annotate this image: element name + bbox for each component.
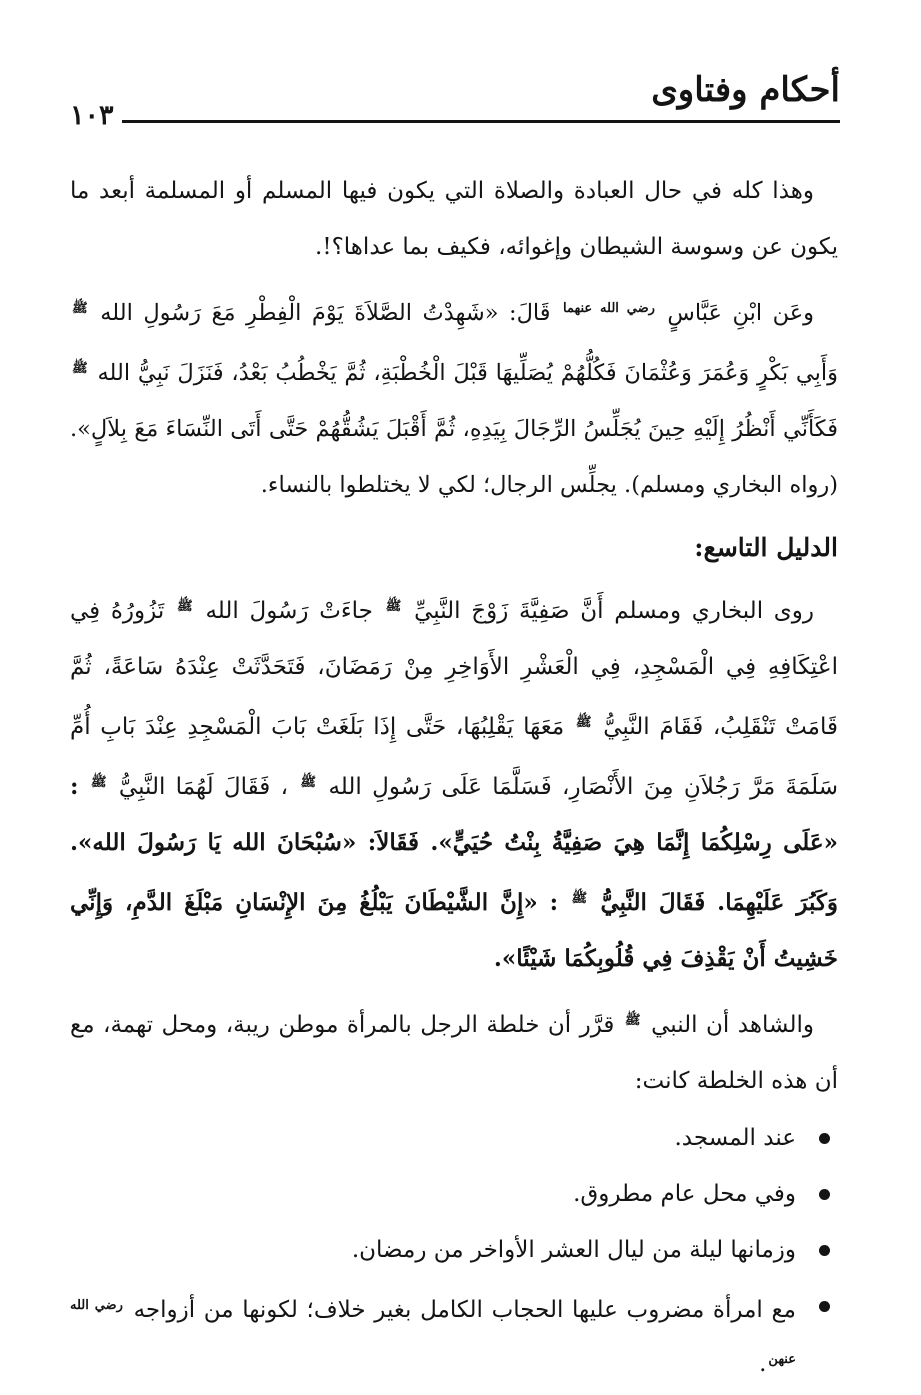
page-body (70, 163, 838, 1395)
honorific-saw-mark: ﷺ (300, 775, 317, 790)
hadith-text-part: : «عَلَى رِسْلِكُمَا إِنَّمَا هِيَ صَفِيَّةُ بِنْتُ حُيَيٍّ». فَقَالاَ: «سُبْحَانَ الله يَا رَسُولَ الله». وَكَبُرَ عَلَيْهِمَا. فَقَالَ النَّبِيُّ (70, 773, 839, 916)
honorific-saw-mark: ﷺ (575, 715, 592, 730)
bullet-icon (819, 1189, 830, 1200)
paragraph-conclusion (70, 993, 838, 1109)
conclusion-text-part: والشاهد أن النبي (651, 1012, 815, 1038)
hadith-text-part: وَأَبِي بَكْرٍ وَعُمَرَ وَعُثْمَانَ فَكُلُّهُمْ يُصَلِّيهَا قَبْلَ الْخُطْبَةِ، ثُمَّ يَخْطُبُ بَعْدُ، فَنَزَلَ نَبِيُّ الله (97, 360, 839, 386)
honorific-saw-mark: ﷺ (385, 599, 402, 614)
hadith-text-part: ، فَقَالَ لَهُمَا النَّبِيُّ (118, 774, 289, 800)
hadith-text-part: روى البخاري ومسلم أَنَّ صَفِيَّةَ زَوْجَ النَّبِيِّ (414, 598, 815, 624)
hadith-text-part: فَكَأَنِّي أَنْظُرُ إِلَيْهِ حِينَ يُجَلِّسُ الرِّجَالَ بِيَدِهِ، ثُمَّ أَقْبَلَ يَشُقُّهُمْ حَتَّى أَتَى النِّسَاءَ مَعَ بِلاَلٍ». (رواه البخاري ومسلم). يجلِّس الرجال؛ لكي لا يختلطوا بالنساء. (70, 416, 838, 498)
bullet-icon (819, 1133, 830, 1144)
honorific-saw-mark: ﷺ (72, 361, 88, 376)
list-item-text: وفي محل عام مطروق. (573, 1181, 796, 1207)
running-header (70, 58, 840, 138)
page-number: ١٠٣ (70, 100, 114, 131)
bullet-icon (819, 1301, 830, 1312)
honorific-saw-mark: ﷺ (72, 301, 88, 316)
honorific-saw-mark: ﷺ (571, 891, 588, 906)
hadith-safiyya (70, 579, 838, 987)
list-item (70, 1113, 838, 1163)
honorific-saw-mark: ﷺ (90, 775, 107, 790)
list-item (70, 1281, 838, 1389)
hadith-text-part: قَالَ: «شَهِدْتُ الصَّلاَةَ يَوْمَ الْفِطْرِ مَعَ رَسُولِ الله (100, 300, 551, 326)
honorific-ra-mark: رضي الله عنهما (563, 301, 655, 316)
list-item (70, 1225, 838, 1275)
header-rule (122, 120, 840, 123)
list-item-text: وزمانها ليلة من ليال العشر الأواخر من رمضان. (351, 1237, 796, 1263)
hadith-text-part: : «إِنَّ الشَّيْطَانَ يَبْلُغُ مِنَ الإِنْسَانِ مَبْلَغَ الدَّمِ، وَإِنِّي خَشِيتُ أَنْ يَقْذِفَ فِي قُلُوبِكُمَا شَيْئًا». (70, 889, 838, 972)
hadith-text-part: مَعَهَا يَقْلِبُهَا، حَتَّى إِذَا بَلَغَتْ بَابَ الْمَسْجِدِ عِنْدَ بَابِ أُمِّ سَلَمَةَ مَرَّ رَجُلاَنِ مِنَ الأَنْصَارِ، فَسَلَّمَا عَلَى رَسُولِ الله (70, 714, 839, 800)
section-heading: الدليل التاسع: (694, 533, 838, 562)
conditions-list (70, 1113, 838, 1389)
hadith-text-part: جاءَتْ رَسُولَ الله (205, 598, 373, 624)
list-item-text: مع امرأة مضروب عليها الحجاب الكامل بغير خلاف؛ لكونها من أزواجه (133, 1297, 796, 1323)
book-title: أحكام وفتاوى (651, 70, 840, 110)
honorific-saw-mark: ﷺ (176, 599, 193, 614)
hadith-narrator: وعَن ابْنِ عَبَّاسٍ (667, 300, 815, 326)
honorific-saw-mark: ﷺ (624, 1013, 641, 1028)
hadith-text-part: تَزُورُهُ فِي اعْتِكَافِهِ فِي الْمَسْجِدِ، فِي الْعَشْرِ الأَوَاخِرِ مِنْ رَمَضَانَ، فَتَحَدَّثَتْ عِنْدَهُ سَاعَةً، ثُمَّ قَامَتْ تَنْقَلِبُ، فَقَامَ النَّبِيُّ (70, 598, 839, 740)
list-item-period: . (759, 1351, 767, 1377)
bullet-icon (819, 1245, 830, 1256)
honorific-ra-mark: رضي الله عنهن (70, 1298, 796, 1367)
paragraph-intro: وهذا كله في حال العبادة والصلاة التي يكون فيها المسلم أو المسلمة أبعد ما يكون عن وسوسة الشيطان وإغوائه، فكيف بما عداها؟!. (70, 178, 838, 260)
conclusion-text-part: قرَّر أن خلطة الرجل بالمرأة موطن ريبة، ومحل تهمة، مع أن هذه الخلطة كانت: (70, 1012, 838, 1094)
list-item (70, 1169, 838, 1219)
list-item-text: عند المسجد. (674, 1125, 796, 1151)
hadith-ibn-abbas (70, 281, 838, 513)
